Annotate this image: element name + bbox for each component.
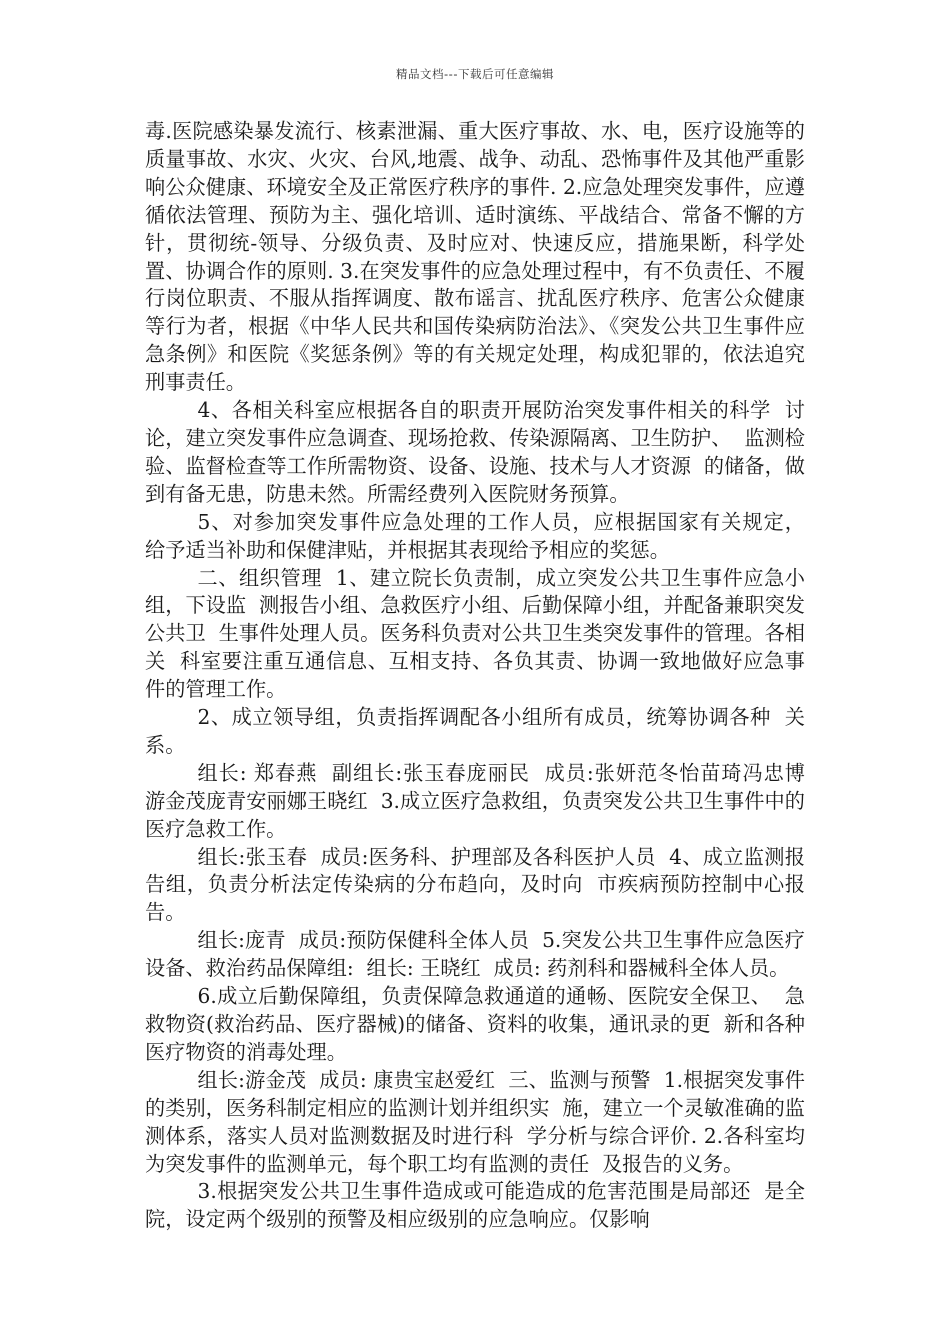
page-header: 精品文档---下载后可任意编辑 bbox=[396, 67, 554, 81]
document-body bbox=[145, 118, 818, 1234]
paragraph-7: 组长:张玉春 成员:医务科、护理部及各科医护人员 4、成立监测报告组，负责分析法定传染病的分布趋向，及时向 市疾病预防控制中心报告。 bbox=[145, 844, 805, 925]
paragraph-2: 4、各相关科室应根据各自的职责开展防治突发事件相关的科学 讨论，建立突发事件应急调查、现场抢救、传染源隔离、卫生防护、 监测检验、监督检查等工作所需物资、设备、设施、技术与人才资源 的储备，做到有备无患，防患未然。所需经费列入医院财务预算。 bbox=[145, 398, 805, 506]
paragraph-11: 3.根据突发公共卫生事件造成或可能造成的危害范围是局部还 是全院，设定两个级别的预警及相应级别的应急响应。仅影响 bbox=[145, 1179, 805, 1232]
paragraph-8: 组长:庞青 成员:预防保健科全体人员 5.突发公共卫生事件应急医疗设备、救治药品保障组: 组长: 王晓红 成员: 药剂科和器械科全体人员。 bbox=[145, 928, 805, 981]
paragraph-1: 毒.医院感染暴发流行、核素泄漏、重大医疗事故、水、电，医疗设施等的质量事故、水灾、火灾、台风,地震、战争、动乱、恐怖事件及其他严重影响公众健康、环境安全及正常医疗秩序的事件. 2.应急处理突发事件，应遵循依法管理、预防为主、强化培训、适时演练、平战结合、常备不懈的方针，贯彻统-领导、分级负责、及时应对、快速反应，措施果断，科学处置、协调合作的原则. 3.在突发事件的应急处理过程中，有不负责任、不履行岗位职责、不服从指挥调度、散布谣言、扰乱医疗秩序、危害公众健康等行为者，根据《中华人民共和国传染病防治法》、《突发公共卫生事件应急条例》和医院《奖惩条例》等的有关规定处理，构成犯罪的，依法追究刑事责任。 bbox=[145, 119, 805, 395]
paragraph-3: 5、对参加突发事件应急处理的工作人员，应根据国家有关规定， 给予适当补助和保健津贴，并根据其表现给予相应的奖惩。 bbox=[145, 509, 818, 562]
paragraph-6: 组长: 郑春燕 副组长:张玉春庞丽民 成员:张妍范冬怡苗琦冯忠博 游金茂庞青安丽娜王晓红 3.成立医疗急救组，负责突发公共卫生事件中的医疗急救工作。 bbox=[145, 760, 818, 841]
paragraph-5: 2、成立领导组，负责指挥调配各小组所有成员，统筹协调各种 关系。 bbox=[145, 705, 805, 757]
paragraph-9: 6.成立后勤保障组，负责保障急救通道的通畅、医院安全保卫、 急救物资(救治药品、医疗器械)的储备、资料的收集，通讯录的更 新和各种医疗物资的消毒处理。 bbox=[145, 984, 805, 1064]
paragraph-10: 组长:游金茂 成员: 康贵宝赵爱红 三、监测与预警 1.根据突发事件的类别，医务科制定相应的监测计划并组织实 施，建立一个灵敏准确的监测体系，落实人员对监测数据及时进行科 学分析与综合评价. 2.各科室均为突发事件的监测单元，每个职工均有监测的责任 及报告的义务。 bbox=[145, 1067, 805, 1176]
paragraph-4: 二、组织管理 1、建立院长负责制，成立突发公共卫生事件应急小组，下设监 测报告小组、急救医疗小组、后勤保障小组，并配备兼职突发公共卫 生事件处理人员。医务科负责对公共卫生类突发事件的管理。各相关 科室要注重互通信息、互相支持、各负其责、协调一致地做好应急事 件的管理工作。 bbox=[145, 565, 818, 702]
